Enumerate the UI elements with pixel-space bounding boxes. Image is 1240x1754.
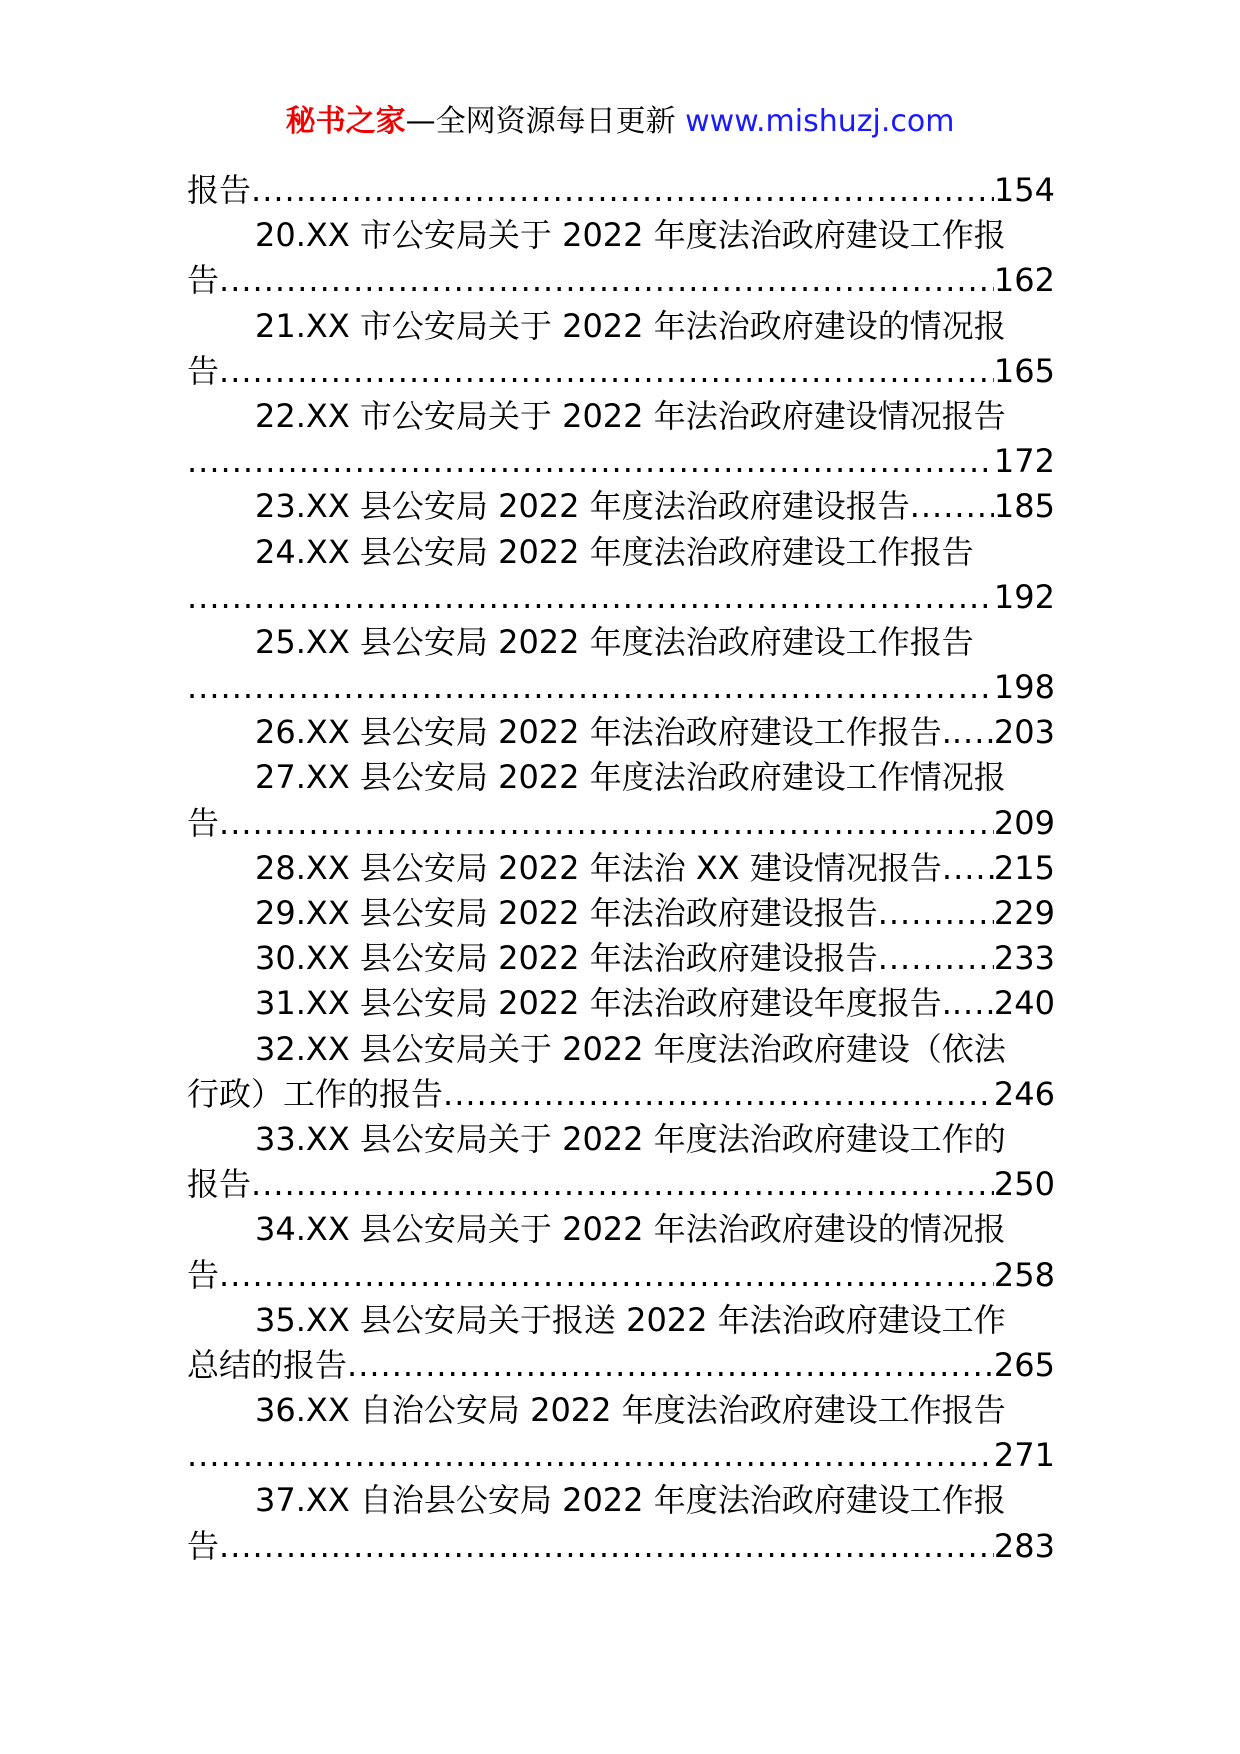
dot-leader (219, 258, 994, 303)
toc-title-text: 告 (187, 351, 220, 390)
toc-title-text: 25.XX 县公安局 2022 年度法治政府建设工作报告 (255, 622, 974, 661)
toc-entry-leader (187, 439, 1055, 484)
toc-page-number: 209 (993, 803, 1055, 842)
toc-title-text: 37.XX 自治县公安局 2022 年度法治政府建设工作报 (255, 1481, 1006, 1520)
toc-title-text: 27.XX 县公安局 2022 年度法治政府建设工作情况报 (255, 758, 1006, 797)
toc-entry-leader (187, 1253, 1055, 1298)
toc-title-text: 告 (187, 1255, 220, 1294)
toc-title-text: 33.XX 县公安局关于 2022 年度法治政府建设工作的 (255, 1119, 1006, 1158)
dot-leader (952, 710, 994, 755)
toc-page-number: 192 (993, 577, 1055, 616)
header-tagline: —全网资源每日更新 (405, 104, 676, 139)
toc-page-number: 154 (993, 171, 1055, 209)
toc-entry-leader (187, 1162, 1055, 1207)
toc-entry-leader (187, 484, 1055, 529)
toc-entry-title (187, 1117, 1055, 1162)
toc-page-number: 215 (993, 848, 1055, 887)
toc-entry-title (187, 394, 1055, 439)
toc-entry-title (187, 304, 1055, 349)
table-of-contents (187, 168, 1055, 1569)
toc-title-text: 行政）工作的报告 (187, 1074, 444, 1113)
toc-page-number: 265 (993, 1345, 1055, 1384)
toc-page-number: 283 (993, 1526, 1055, 1565)
toc-page-number: 258 (993, 1255, 1055, 1294)
toc-entry-title (187, 1298, 1055, 1343)
dot-leader (347, 1343, 994, 1388)
toc-entry-leader (187, 1343, 1055, 1388)
toc-entry-leader (187, 846, 1055, 891)
toc-title-text: 29.XX 县公安局 2022 年法治政府建设报告 (255, 894, 878, 932)
toc-title-text: 36.XX 自治公安局 2022 年度法治政府建设工作报告 (255, 1391, 1006, 1430)
brand-name: 秘书之家 (285, 104, 406, 139)
toc-entry-title (187, 1207, 1055, 1252)
dot-leader (251, 1162, 994, 1207)
dot-leader (878, 936, 994, 981)
toc-entry-title (187, 213, 1055, 258)
toc-title-text: 35.XX 县公安局关于报送 2022 年法治政府建设工作 (255, 1300, 1006, 1339)
toc-page-number: 250 (993, 1165, 1055, 1204)
toc-page-number: 165 (993, 351, 1055, 390)
toc-title-text: 21.XX 市公安局关于 2022 年法治政府建设的情况报 (255, 306, 1006, 345)
toc-entry-leader (187, 258, 1055, 303)
toc-title-text: 34.XX 县公安局关于 2022 年法治政府建设的情况报 (255, 1210, 1006, 1249)
toc-title-text: 告 (187, 803, 220, 842)
website-link[interactable]: www.mishuzj.com (685, 104, 955, 139)
toc-title-text: 26.XX 县公安局 2022 年法治政府建设工作报告. (255, 713, 952, 752)
toc-title-text: 23.XX 县公安局 2022 年度法治政府建设报告 (255, 487, 910, 526)
dot-leader (443, 1072, 994, 1117)
toc-page-number: 172 (993, 442, 1055, 481)
toc-entry-title (187, 1478, 1055, 1523)
dot-leader (251, 168, 994, 213)
toc-page-number: 203 (993, 713, 1055, 752)
toc-title-text: 22.XX 市公安局关于 2022 年法治政府建设情况报告 (255, 396, 1006, 435)
dot-leader (219, 349, 994, 394)
toc-title-text: 总结的报告 (187, 1345, 348, 1384)
toc-title-text: 报告 (187, 171, 252, 209)
toc-entry-title (187, 755, 1055, 800)
dot-leader (952, 981, 994, 1026)
toc-title-text: 31.XX 县公安局 2022 年法治政府建设年度报告. (255, 984, 952, 1023)
toc-title-text: 24.XX 县公安局 2022 年度法治政府建设工作报告 (255, 532, 974, 571)
dot-leader (878, 891, 994, 936)
toc-entry-leader (187, 665, 1055, 710)
toc-page-number: 240 (993, 984, 1055, 1023)
toc-entry-leader (187, 891, 1055, 936)
toc-title-text: 报告 (187, 1165, 252, 1204)
toc-title-text: 30.XX 县公安局 2022 年法治政府建设报告 (255, 939, 878, 978)
toc-entry-leader (187, 801, 1055, 846)
toc-entry-title (187, 1388, 1055, 1433)
toc-page-number: 185 (993, 487, 1055, 526)
toc-title-text: 32.XX 县公安局关于 2022 年度法治政府建设（依法 (255, 1029, 1006, 1068)
toc-entry-leader (187, 168, 1055, 213)
toc-entry-leader (187, 981, 1055, 1026)
toc-title-text: 告 (187, 261, 220, 300)
toc-entry-title (187, 620, 1055, 665)
toc-entry-leader (187, 1433, 1055, 1478)
toc-entry-leader (187, 710, 1055, 755)
toc-entry-leader (187, 936, 1055, 981)
dot-leader (942, 846, 994, 891)
toc-entry-leader (187, 349, 1055, 394)
toc-title-text: 28.XX 县公安局 2022 年法治 XX 建设情况报告 (255, 848, 942, 887)
dot-leader (187, 665, 994, 710)
toc-entry-title (187, 530, 1055, 575)
page-header (0, 102, 1240, 142)
dot-leader (219, 1253, 994, 1298)
toc-page-number: 198 (993, 668, 1055, 707)
dot-leader (187, 575, 994, 620)
dot-leader (219, 801, 994, 846)
toc-entry-leader (187, 575, 1055, 620)
toc-title-text: 告 (187, 1526, 220, 1565)
toc-page-number: 162 (993, 261, 1055, 300)
toc-page-number: 271 (993, 1436, 1055, 1475)
dot-leader (187, 1433, 994, 1478)
toc-page-number: 233 (993, 939, 1055, 978)
dot-leader (219, 1524, 994, 1569)
toc-entry-leader (187, 1072, 1055, 1117)
dot-leader (187, 439, 994, 484)
toc-page-number: 246 (993, 1074, 1055, 1113)
toc-title-text: 20.XX 市公安局关于 2022 年度法治政府建设工作报 (255, 216, 1006, 255)
toc-entry-leader (187, 1524, 1055, 1569)
toc-entry-title (187, 1027, 1055, 1072)
dot-leader (910, 484, 994, 529)
toc-page-number: 229 (993, 894, 1055, 932)
